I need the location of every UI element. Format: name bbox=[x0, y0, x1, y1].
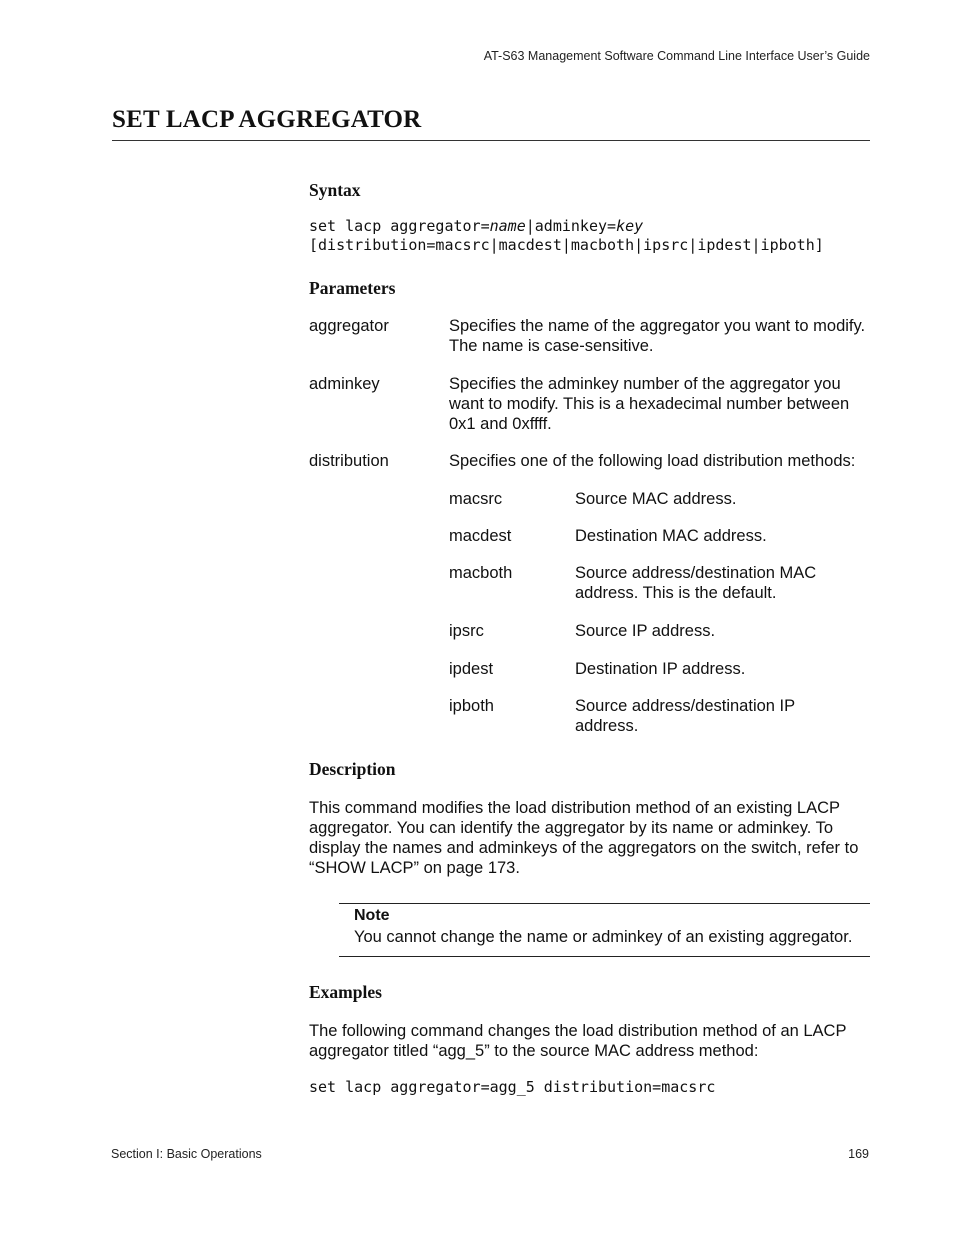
footer-section: Section I: Basic Operations bbox=[111, 1147, 262, 1161]
running-header: AT-S63 Management Software Command Line Interface User’s Guide bbox=[483, 49, 870, 63]
syntax-line-1-prefix: set lacp aggregator= bbox=[309, 217, 490, 235]
syntax-heading: Syntax bbox=[309, 180, 361, 200]
method-desc-macboth: Source address/destination MAC address. This is the default. bbox=[575, 564, 817, 602]
method-desc-macdest: Destination MAC address. bbox=[575, 527, 767, 545]
examples-text: The following command changes the load distribution method of an LACP aggregator titled “agg_5” to the source MAC address method: bbox=[309, 1022, 847, 1060]
param-name-aggregator: aggregator bbox=[309, 317, 389, 335]
method-desc-ipdest: Destination IP address. bbox=[575, 660, 746, 678]
syntax-name-placeholder: name bbox=[489, 217, 526, 235]
method-desc-macsrc: Source MAC address. bbox=[575, 490, 737, 508]
method-name-ipsrc: ipsrc bbox=[449, 622, 484, 640]
param-desc-adminkey: Specifies the adminkey number of the aggregator you want to modify. This is a hexadecimal number between 0x1 and 0xffff. bbox=[449, 375, 850, 433]
param-name-adminkey: adminkey bbox=[309, 375, 380, 393]
method-name-macsrc: macsrc bbox=[449, 490, 503, 508]
method-desc-ipsrc: Source IP address. bbox=[575, 622, 716, 640]
note-label: Note bbox=[354, 907, 390, 924]
note-top-rule bbox=[339, 903, 870, 904]
parameters-heading: Parameters bbox=[309, 278, 396, 298]
footer-page-number: 169 bbox=[848, 1147, 869, 1161]
method-name-ipdest: ipdest bbox=[449, 660, 494, 678]
param-desc-aggregator: Specifies the name of the aggregator you want to modify. The name is case-sensitive. bbox=[449, 317, 866, 355]
method-name-macboth: macboth bbox=[449, 564, 513, 582]
syntax-line-1-middle: |adminkey= bbox=[525, 217, 617, 235]
example-command: set lacp aggregator=agg_5 distribution=macsrc bbox=[309, 1078, 716, 1096]
param-name-distribution: distribution bbox=[309, 452, 389, 470]
note-bottom-rule bbox=[339, 956, 870, 957]
page-title: SET LACP AGGREGATOR bbox=[112, 106, 422, 133]
examples-heading: Examples bbox=[309, 982, 382, 1002]
description-text: This command modifies the load distribution method of an existing LACP aggregator. You can identify the aggregator by its name or adminkey. To display the names and adminkeys of the aggregators on the switch, refer to “SHOW LACP” on page 173. bbox=[309, 799, 859, 877]
syntax-line-1 bbox=[309, 217, 643, 235]
param-desc-distribution: Specifies one of the following load distribution methods: bbox=[449, 452, 856, 470]
note-text: You cannot change the name or adminkey of an existing aggregator. bbox=[354, 928, 853, 946]
method-name-ipboth: ipboth bbox=[449, 697, 494, 715]
method-name-macdest: macdest bbox=[449, 527, 512, 545]
syntax-line-2: [distribution=macsrc|macdest|macboth|ipsrc|ipdest|ipboth] bbox=[309, 236, 824, 254]
title-divider bbox=[112, 140, 870, 141]
method-desc-ipboth: Source address/destination IP address. bbox=[575, 697, 795, 735]
description-heading: Description bbox=[309, 759, 396, 779]
syntax-key-placeholder: key bbox=[616, 217, 644, 235]
